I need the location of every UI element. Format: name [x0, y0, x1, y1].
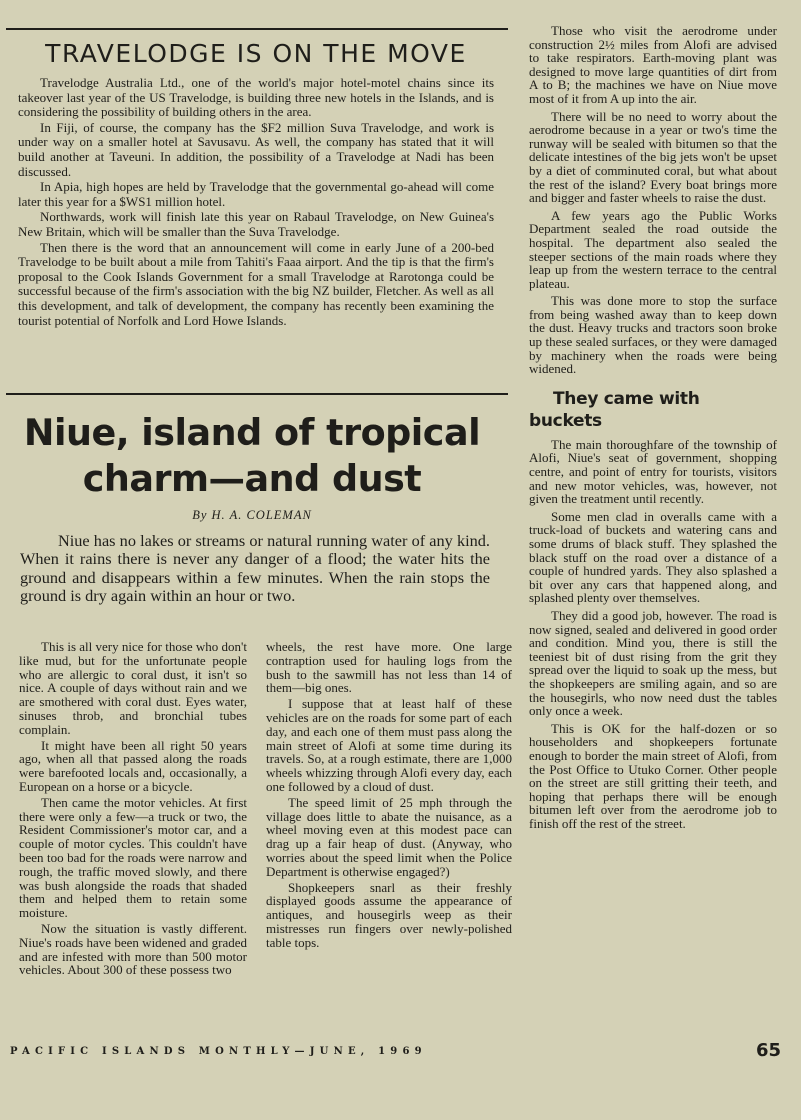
- article-paragraph: Now the situation is vastly different. Niue's roads have been widened and graded and are infested with more than 500 motor vehicles. About 300 of these possess two: [19, 920, 247, 978]
- travelodge-body: [18, 76, 494, 328]
- article-paragraph: They did a good job, however. The road is now signed, sealed and delivered in good order and condition. Mind you, there is still the teeniest bit of dust rising from the grit they spread over the liquid to soak up the mess, but the shopkeepers are smiling again, and so are the housegirls, who now need dust the tables only once a week.: [529, 607, 777, 719]
- standfirst: Niue has no lakes or streams or natural running water of any kind. When it rains there is never any danger of a flood; the water hits the ground and disappears within a few minutes. When the rain stops the ground is dry again within an hour or two.: [20, 531, 490, 605]
- article-paragraph: Shopkeepers snarl as their freshly displayed goods assume the appearance of antiques, and housegirls weep as their mistresses run fingers over newly-polished table tops.: [266, 879, 512, 950]
- travelodge-article: [18, 36, 494, 329]
- section-rule: [6, 393, 508, 395]
- travelodge-headline: TRAVELODGE IS ON THE MOVE: [45, 39, 467, 68]
- travelodge-paragraph: Northwards, work will finish late this year on Rabaul Travelodge, on New Guinea's New Britain, which will be smaller than the Suva Travelodge.: [18, 209, 494, 239]
- niue-headline-line-1: Niue, island of tropical: [23, 411, 481, 454]
- article-paragraph: The main thoroughfare of the township of Alofi, Niue's seat of government, shopping centre, and point of entry for tourists, visitors and new motor vehicles, was, however, not given the treatment until recently.: [529, 436, 777, 507]
- top-rule: [6, 28, 508, 30]
- article-paragraph: I suppose that at least half of these vehicles are on the roads for some part of each day, and each one of them must pass along the main street of Alofi at some time during its travels. So, at a rough estimate, there are 1,000 wheels whizzing through Alofi every day, each one followed by a cloud of dust.: [266, 696, 512, 794]
- article-paragraph: There will be no need to worry about the aerodrome because in a year or two's time the runway will be sealed with bitumen so that the delicate intestines of the big jets won't be upset by a diet of comminuted coral, but what about the rest of the island? Every boat brings more and bigger and faster wheels to raise the dust.: [529, 108, 777, 206]
- article-column-2: [266, 640, 512, 952]
- travelodge-paragraph: Travelodge Australia Ltd., one of the world's major hotel-motel chains since its takeover last year of the US Travelodge, is building three new hotels in the Islands, and is considering the possibility of building others in the area.: [18, 75, 494, 120]
- article-paragraph: Some men clad in overalls came with a truck-load of buckets and watering cans and some drums of black stuff. They splashed the black stuff on the road over a distance of a couple of hundred yards. They also splashed a bit over any cars that happened along, and splashed plenty over themselves.: [529, 508, 777, 606]
- running-footer: PACIFIC ISLANDS MONTHLY—JUNE, 1969: [10, 1046, 427, 1057]
- travelodge-paragraph: Then there is the word that an announcement will come in early June of a 200-bed Travelodge to be built about a mile from Tahiti's Faaa airport. And the tip is that the firm's proposal to the Cook Islands Government for a small Travelodge at Rarotonga could be successful because of the firm's association with the big NZ builder, Fletcher. As well as all this development, and talk of development, the company has recently been examining the tourist potential of Norfolk and Lord Howe Islands.: [18, 239, 494, 328]
- niue-headline: [12, 410, 492, 502]
- page-number: 65: [756, 1040, 782, 1061]
- article-paragraph: Those who visit the aerodrome under construction 2½ miles from Alofi are advised to take respirators. Earth-moving plant was designed to move large quantities of dirt from A to B; the machines we have on Niue move most of it from A up into the air.: [529, 23, 777, 106]
- byline: By H. A. COLEMAN: [192, 508, 312, 522]
- article-column-3: [529, 24, 777, 834]
- article-paragraph: Then came the motor vehicles. At first there were only a few—a truck or two, the Resident Commissioner's motor car, and a couple of motor cycles. This couldn't have been too bad for the roads were narrow and rough, the traffic moved slowly, and there was bush alongside the roads that shaded them and helped them to retain some moisture.: [19, 794, 247, 921]
- travelodge-paragraph: In Fiji, of course, the company has the $F2 million Suva Travelodge, and work is under way on a smaller hotel at Savusavu. As well, the company has stated that it will build another at Taveuni. In addition, the possibility of a Travelodge at Nadi has been discussed.: [18, 119, 494, 179]
- article-paragraph: This was done more to stop the surface from being washed away than to keep down the dust. Heavy trucks and tractors soon broke up these sealed surfaces, or they were damaged by machinery when the roads were being widened.: [529, 293, 777, 377]
- article-paragraph: wheels, the rest have more. One large contraption used for hauling logs from the bush to the sawmill has not less than 14 of them—big ones.: [266, 639, 512, 696]
- article-paragraph: It might have been all right 50 years ago, when all that passed along the roads were barefooted locals and, occasionally, a European on a horse or a bicycle.: [19, 737, 247, 794]
- article-paragraph: A few years ago the Public Works Department sealed the road outside the hospital. The department also sealed the steeper sections of the main roads where they leap up from the western terrace to the central plateau.: [529, 207, 777, 291]
- article-paragraph: The speed limit of 25 mph through the village does little to abate the nuisance, as a wheel moving even at this modest pace can drag up a fair heap of dust. (Anyway, who worries about the speed limit when the Police Department is otherwise engaged?): [266, 794, 512, 879]
- article-paragraph: This is all very nice for those who don't like mud, but for the unfortunate people who are allergic to coral dust, it isn't so nice. A couple of days without rain and we are smothered with coral dust. Eyes water, sinuses throb, and bronchial tubes complain.: [19, 639, 247, 737]
- travelodge-paragraph: In Apia, high hopes are held by Travelodge that the governmental go-ahead will come later this year for a $WS1 million hotel.: [18, 179, 494, 209]
- subheading: They came with buckets: [529, 388, 700, 431]
- article-column-1: [19, 640, 247, 979]
- article-paragraph: This is OK for the half-dozen or so householders and shopkeepers fortunate enough to border the main street of Alofi, from the Post Office to Utuko Corner. Other people on the street are still gritting their teeth, and hoping that perhaps there will be enough bitumen left over from the aerodrome job to finish off the rest of the street.: [529, 720, 777, 831]
- niue-headline-line-2: charm—and dust: [82, 457, 422, 500]
